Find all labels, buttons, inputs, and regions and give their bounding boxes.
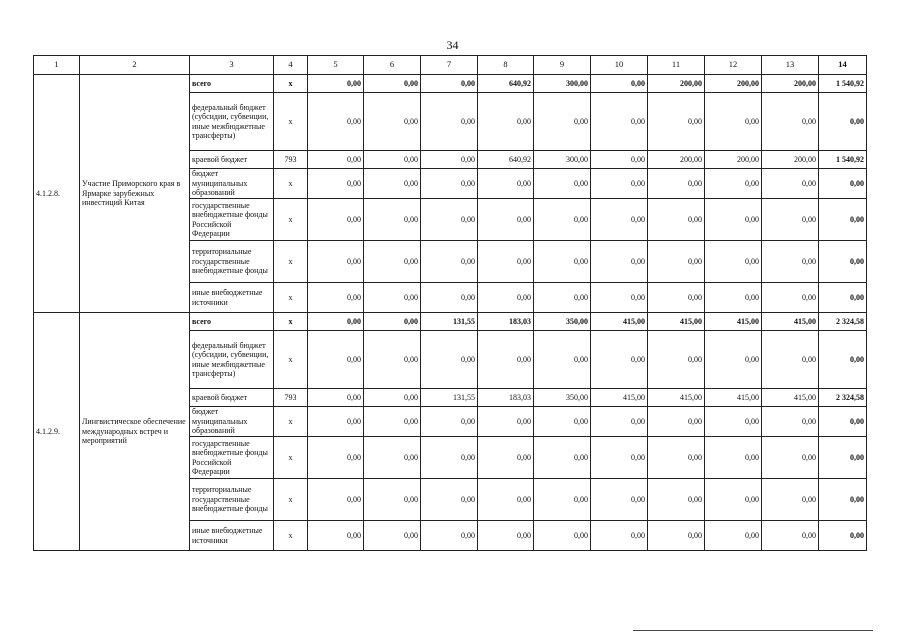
year-value: 0,00 xyxy=(762,199,819,241)
year-value: 0,00 xyxy=(478,437,534,479)
total-value: 0,00 xyxy=(819,437,867,479)
column-header: 8 xyxy=(478,56,534,75)
year-value: 0,00 xyxy=(478,479,534,521)
funding-source: краевой бюджет xyxy=(190,151,274,169)
year-value: 0,00 xyxy=(421,151,478,169)
funding-source: федеральный бюджет (субсидии, субвенции, иные межбюджетные трансферты) xyxy=(190,331,274,389)
table-row xyxy=(34,75,867,93)
year-value: 0,00 xyxy=(478,331,534,389)
year-value: 0,00 xyxy=(591,93,648,151)
year-value: 0,00 xyxy=(762,93,819,151)
budget-code: х xyxy=(274,437,308,479)
year-value: 0,00 xyxy=(421,75,478,93)
year-value: 0,00 xyxy=(762,331,819,389)
year-value: 0,00 xyxy=(648,283,705,313)
column-header: 3 xyxy=(190,56,274,75)
year-value: 0,00 xyxy=(478,169,534,199)
funding-source: бюджет муниципальных образований xyxy=(190,407,274,437)
year-value: 0,00 xyxy=(308,313,364,331)
funding-source: государственные внебюджетные фонды Российской Федерации xyxy=(190,437,274,479)
year-value: 0,00 xyxy=(478,521,534,551)
year-value: 0,00 xyxy=(591,75,648,93)
budget-code: х xyxy=(274,331,308,389)
year-value: 0,00 xyxy=(762,479,819,521)
year-value: 183,03 xyxy=(478,313,534,331)
total-value: 0,00 xyxy=(819,199,867,241)
year-value: 0,00 xyxy=(308,199,364,241)
year-value: 200,00 xyxy=(705,75,762,93)
year-value: 0,00 xyxy=(308,283,364,313)
year-value: 0,00 xyxy=(478,283,534,313)
year-value: 640,92 xyxy=(478,151,534,169)
column-header: 4 xyxy=(274,56,308,75)
year-value: 0,00 xyxy=(648,199,705,241)
year-value: 183,03 xyxy=(478,389,534,407)
year-value: 0,00 xyxy=(534,331,591,389)
year-value: 0,00 xyxy=(364,437,421,479)
year-value: 0,00 xyxy=(478,241,534,283)
year-value: 0,00 xyxy=(364,151,421,169)
total-value: 0,00 xyxy=(819,331,867,389)
year-value: 640,92 xyxy=(478,75,534,93)
year-value: 0,00 xyxy=(308,151,364,169)
year-value: 0,00 xyxy=(534,283,591,313)
year-value: 0,00 xyxy=(308,93,364,151)
year-value: 0,00 xyxy=(534,93,591,151)
section-title: Лингвистическое обеспечение международных встреч и мероприятий xyxy=(80,313,190,551)
year-value: 0,00 xyxy=(478,199,534,241)
year-value: 0,00 xyxy=(648,93,705,151)
column-header: 14 xyxy=(819,56,867,75)
year-value: 0,00 xyxy=(534,169,591,199)
year-value: 0,00 xyxy=(648,521,705,551)
year-value: 0,00 xyxy=(591,331,648,389)
year-value: 415,00 xyxy=(762,389,819,407)
year-value: 0,00 xyxy=(705,521,762,551)
year-value: 0,00 xyxy=(534,241,591,283)
year-value: 0,00 xyxy=(308,331,364,389)
column-header: 1 xyxy=(34,56,80,75)
total-value: 0,00 xyxy=(819,283,867,313)
year-value: 0,00 xyxy=(364,389,421,407)
year-value: 0,00 xyxy=(705,199,762,241)
year-value: 0,00 xyxy=(308,241,364,283)
year-value: 0,00 xyxy=(591,241,648,283)
year-value: 0,00 xyxy=(364,93,421,151)
year-value: 415,00 xyxy=(705,389,762,407)
year-value: 300,00 xyxy=(534,151,591,169)
table-body xyxy=(34,75,867,551)
year-value: 0,00 xyxy=(705,283,762,313)
year-value: 0,00 xyxy=(364,75,421,93)
year-value: 0,00 xyxy=(364,331,421,389)
year-value: 0,00 xyxy=(421,407,478,437)
year-value: 0,00 xyxy=(308,437,364,479)
year-value: 415,00 xyxy=(591,389,648,407)
year-value: 0,00 xyxy=(364,199,421,241)
year-value: 0,00 xyxy=(308,479,364,521)
funding-source: территориальные государственные внебюджетные фонды xyxy=(190,479,274,521)
column-header: 9 xyxy=(534,56,591,75)
total-value: 2 324,58 xyxy=(819,313,867,331)
budget-code: 793 xyxy=(274,151,308,169)
budget-code: х xyxy=(274,93,308,151)
year-value: 0,00 xyxy=(308,389,364,407)
year-value: 0,00 xyxy=(534,521,591,551)
year-value: 350,00 xyxy=(534,389,591,407)
year-value: 415,00 xyxy=(762,313,819,331)
funding-source: всего xyxy=(190,313,274,331)
year-value: 415,00 xyxy=(591,313,648,331)
year-value: 0,00 xyxy=(308,407,364,437)
year-value: 0,00 xyxy=(648,479,705,521)
budget-code: х xyxy=(274,199,308,241)
year-value: 0,00 xyxy=(364,407,421,437)
section-index: 4.1.2.8. xyxy=(34,75,80,313)
year-value: 415,00 xyxy=(648,313,705,331)
year-value: 0,00 xyxy=(421,479,478,521)
column-header: 13 xyxy=(762,56,819,75)
total-value: 0,00 xyxy=(819,479,867,521)
column-header: 7 xyxy=(421,56,478,75)
year-value: 0,00 xyxy=(534,479,591,521)
total-value: 0,00 xyxy=(819,241,867,283)
budget-code: х xyxy=(274,283,308,313)
year-value: 0,00 xyxy=(421,283,478,313)
budget-code: х xyxy=(274,407,308,437)
year-value: 350,00 xyxy=(534,313,591,331)
year-value: 0,00 xyxy=(591,199,648,241)
total-value: 0,00 xyxy=(819,93,867,151)
header-row xyxy=(34,56,867,75)
year-value: 0,00 xyxy=(762,407,819,437)
year-value: 0,00 xyxy=(648,407,705,437)
year-value: 0,00 xyxy=(591,407,648,437)
budget-code: х xyxy=(274,521,308,551)
year-value: 0,00 xyxy=(534,199,591,241)
column-header: 10 xyxy=(591,56,648,75)
funding-source: краевой бюджет xyxy=(190,389,274,407)
year-value: 0,00 xyxy=(534,407,591,437)
year-value: 0,00 xyxy=(478,93,534,151)
year-value: 0,00 xyxy=(762,521,819,551)
year-value: 0,00 xyxy=(591,437,648,479)
funding-source: бюджет муниципальных образований xyxy=(190,169,274,199)
year-value: 0,00 xyxy=(591,479,648,521)
year-value: 0,00 xyxy=(762,241,819,283)
year-value: 0,00 xyxy=(762,283,819,313)
total-value: 0,00 xyxy=(819,521,867,551)
year-value: 0,00 xyxy=(364,283,421,313)
year-value: 0,00 xyxy=(421,437,478,479)
year-value: 0,00 xyxy=(591,283,648,313)
total-value: 1 540,92 xyxy=(819,151,867,169)
year-value: 0,00 xyxy=(648,331,705,389)
year-value: 0,00 xyxy=(762,169,819,199)
year-value: 131,55 xyxy=(421,389,478,407)
total-value: 0,00 xyxy=(819,169,867,199)
year-value: 200,00 xyxy=(762,75,819,93)
budget-code: х xyxy=(274,241,308,283)
column-header: 2 xyxy=(80,56,190,75)
year-value: 300,00 xyxy=(534,75,591,93)
year-value: 0,00 xyxy=(421,169,478,199)
year-value: 131,55 xyxy=(421,313,478,331)
year-value: 0,00 xyxy=(591,151,648,169)
column-header: 6 xyxy=(364,56,421,75)
total-value: 1 540,92 xyxy=(819,75,867,93)
year-value: 0,00 xyxy=(591,169,648,199)
column-header: 11 xyxy=(648,56,705,75)
year-value: 0,00 xyxy=(308,521,364,551)
year-value: 0,00 xyxy=(762,437,819,479)
year-value: 200,00 xyxy=(705,151,762,169)
section-index: 4.1.2.9. xyxy=(34,313,80,551)
year-value: 0,00 xyxy=(705,241,762,283)
table-row xyxy=(34,313,867,331)
year-value: 0,00 xyxy=(648,241,705,283)
year-value: 0,00 xyxy=(421,93,478,151)
budget-code: х xyxy=(274,479,308,521)
section-title: Участие Приморского края в Ярмарке зарубежных инвестиций Китая xyxy=(80,75,190,313)
year-value: 0,00 xyxy=(421,241,478,283)
year-value: 0,00 xyxy=(308,169,364,199)
year-value: 0,00 xyxy=(648,169,705,199)
budget-table xyxy=(33,55,867,551)
budget-code: 793 xyxy=(274,389,308,407)
year-value: 0,00 xyxy=(421,331,478,389)
year-value: 0,00 xyxy=(591,521,648,551)
column-header: 12 xyxy=(705,56,762,75)
funding-source: всего xyxy=(190,75,274,93)
page-number: 34 xyxy=(446,38,459,52)
funding-source: государственные внебюджетные фонды Российской Федерации xyxy=(190,199,274,241)
year-value: 0,00 xyxy=(364,521,421,551)
year-value: 0,00 xyxy=(364,241,421,283)
year-value: 0,00 xyxy=(478,407,534,437)
year-value: 0,00 xyxy=(705,93,762,151)
year-value: 0,00 xyxy=(421,199,478,241)
year-value: 0,00 xyxy=(364,169,421,199)
year-value: 0,00 xyxy=(534,437,591,479)
budget-code: х xyxy=(274,75,308,93)
year-value: 0,00 xyxy=(364,479,421,521)
column-header: 5 xyxy=(308,56,364,75)
funding-source: иные внебюджетные источники xyxy=(190,283,274,313)
year-value: 415,00 xyxy=(648,389,705,407)
year-value: 0,00 xyxy=(421,521,478,551)
funding-source: федеральный бюджет (субсидии, субвенции, иные межбюджетные трансферты) xyxy=(190,93,274,151)
year-value: 415,00 xyxy=(705,313,762,331)
year-value: 0,00 xyxy=(308,75,364,93)
year-value: 200,00 xyxy=(762,151,819,169)
total-value: 0,00 xyxy=(819,407,867,437)
funding-source: территориальные государственные внебюджетные фонды xyxy=(190,241,274,283)
year-value: 200,00 xyxy=(648,151,705,169)
year-value: 0,00 xyxy=(705,479,762,521)
budget-code: х xyxy=(274,313,308,331)
year-value: 0,00 xyxy=(705,331,762,389)
year-value: 200,00 xyxy=(648,75,705,93)
budget-code: х xyxy=(274,169,308,199)
year-value: 0,00 xyxy=(705,407,762,437)
year-value: 0,00 xyxy=(705,437,762,479)
footer-divider xyxy=(633,630,873,631)
year-value: 0,00 xyxy=(648,437,705,479)
year-value: 0,00 xyxy=(705,169,762,199)
year-value: 0,00 xyxy=(364,313,421,331)
funding-source: иные внебюджетные источники xyxy=(190,521,274,551)
total-value: 2 324,58 xyxy=(819,389,867,407)
